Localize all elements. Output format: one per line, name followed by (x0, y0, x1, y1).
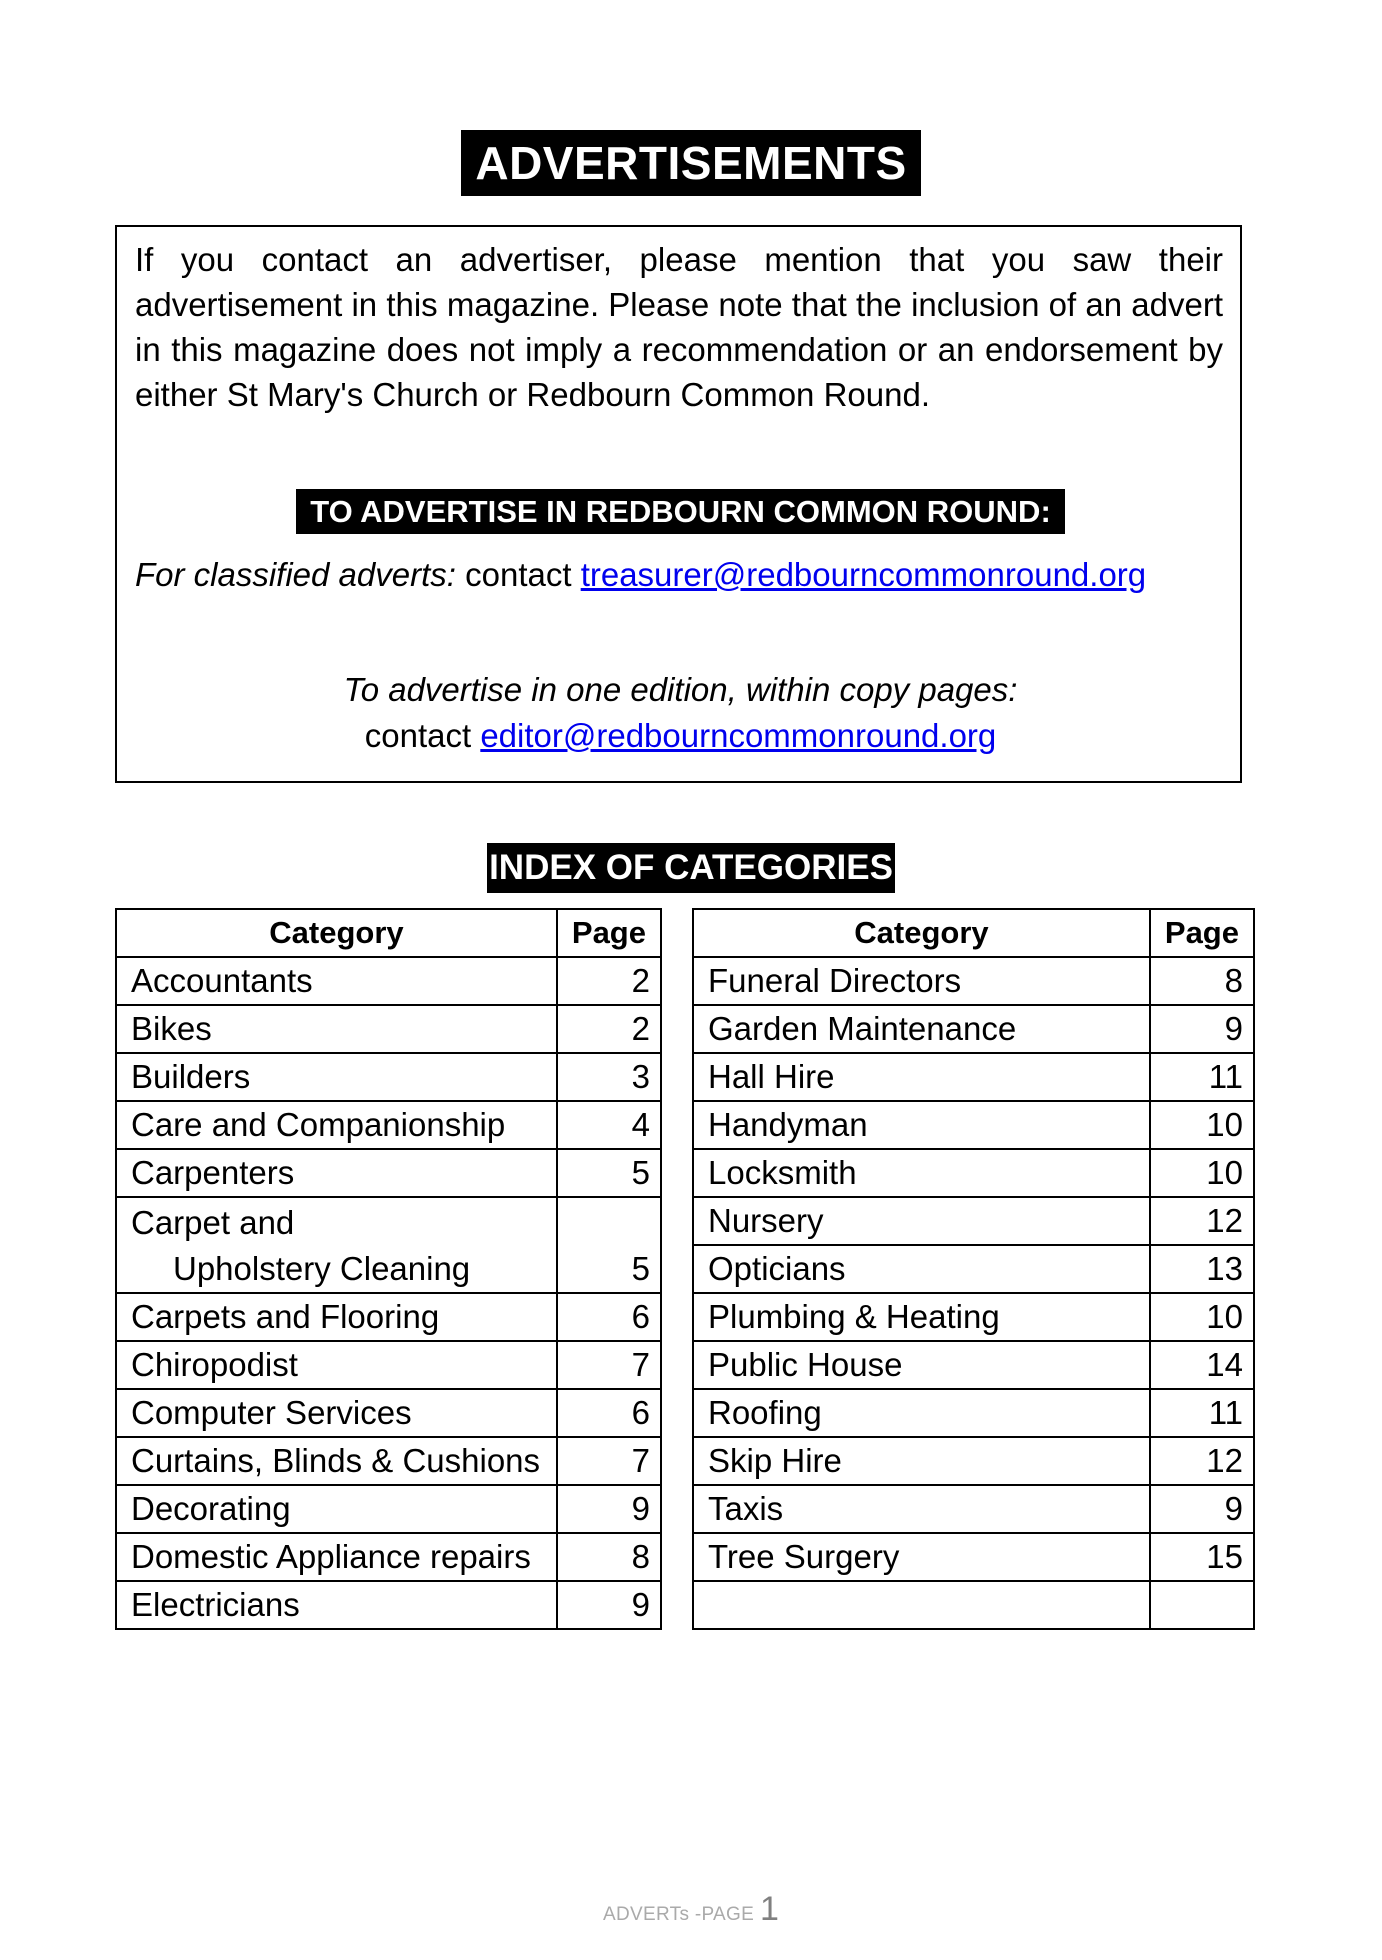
category-name: Hall Hire (708, 1058, 835, 1095)
category-name: Taxis (708, 1490, 784, 1527)
category-name: Opticians (708, 1250, 846, 1287)
category-name: Accountants (131, 962, 313, 999)
table-row (693, 1197, 1254, 1245)
disclaimer-text: If you contact an advertiser, please mention that you saw their advertisement in this magazine. Please note that the inclusion of an advert in this magazine does not imply a recommendation or an endorsement by either St Mary's Church or Redbourn Common Round. (135, 241, 1223, 413)
page-number-cell: 9 (557, 1485, 661, 1533)
category-name: Plumbing & Heating (708, 1298, 1000, 1335)
category-cell (116, 1053, 557, 1101)
page-number-cell: 11 (1150, 1389, 1254, 1437)
category-cell (693, 1245, 1150, 1293)
category-name: Tree Surgery (708, 1538, 900, 1575)
category-cell (116, 1149, 557, 1197)
page-number-cell: 10 (1150, 1101, 1254, 1149)
table-row (116, 1149, 661, 1197)
table-row (116, 1485, 661, 1533)
category-name: Locksmith (708, 1154, 857, 1191)
category-cell (116, 1197, 557, 1293)
category-name: Computer Services (131, 1394, 412, 1431)
advertise-heading-wrap (117, 489, 1244, 534)
table-row (693, 1485, 1254, 1533)
table-row (693, 1389, 1254, 1437)
table-row (693, 1005, 1254, 1053)
category-cell (693, 1389, 1150, 1437)
page-number-cell: 11 (1150, 1053, 1254, 1101)
column-header-category: Category (116, 909, 557, 957)
editor-email-link[interactable]: editor@redbourncommonround.org (480, 717, 997, 754)
category-cell (693, 957, 1150, 1005)
category-cell (116, 1341, 557, 1389)
page-number-cell: 10 (1150, 1149, 1254, 1197)
classified-label: For classified adverts: (135, 556, 456, 593)
table-row (693, 1437, 1254, 1485)
table-header-row (116, 909, 661, 957)
page-number-cell: 8 (557, 1533, 661, 1581)
table-header-row (693, 909, 1254, 957)
title-wrap (0, 130, 1382, 196)
category-cell (116, 1389, 557, 1437)
page-number-cell: 14 (1150, 1341, 1254, 1389)
table-row (116, 1053, 661, 1101)
page-number-cell: 12 (1150, 1197, 1254, 1245)
table-row (116, 1437, 661, 1485)
category-cell (693, 1005, 1150, 1053)
page-number-cell: 9 (1150, 1005, 1254, 1053)
category-name: Electricians (131, 1586, 300, 1623)
edition-adverts-block (117, 667, 1244, 759)
category-cell (693, 1485, 1150, 1533)
table-row (116, 1581, 661, 1629)
category-cell (693, 1101, 1150, 1149)
table-row (116, 1533, 661, 1581)
index-title: INDEX OF CATEGORIES (487, 843, 895, 893)
page-number-cell: 2 (557, 1005, 661, 1053)
page-number-cell: 3 (557, 1053, 661, 1101)
category-cell (116, 1005, 557, 1053)
index-title-wrap (0, 843, 1382, 893)
category-cell (693, 1581, 1150, 1629)
category-name-line2: Upholstery Cleaning (173, 1250, 471, 1287)
footer-label: ADVERTs -PAGE (603, 1904, 755, 1925)
page-number-cell: 12 (1150, 1437, 1254, 1485)
table-row (693, 1101, 1254, 1149)
column-header-page: Page (1150, 909, 1254, 957)
category-name: Care and Companionship (131, 1106, 506, 1143)
table-row (116, 1389, 661, 1437)
page-number-cell: 5 (557, 1197, 661, 1293)
category-cell (116, 1101, 557, 1149)
category-name: Handyman (708, 1106, 868, 1143)
table-row (693, 1533, 1254, 1581)
footer-page-number: 1 (760, 1890, 779, 1928)
category-cell (693, 1437, 1150, 1485)
column-header-category: Category (693, 909, 1150, 957)
category-name: Carpenters (131, 1154, 295, 1191)
classified-adverts-line (135, 552, 1146, 597)
category-name: Bikes (131, 1010, 212, 1047)
category-cell (693, 1053, 1150, 1101)
category-cell (116, 1533, 557, 1581)
category-name: Public House (708, 1346, 903, 1383)
table-row (693, 1245, 1254, 1293)
category-cell (116, 957, 557, 1005)
table-row (116, 1293, 661, 1341)
page-number-cell: 2 (557, 957, 661, 1005)
category-name-line1: Carpet and (131, 1204, 295, 1241)
category-name: Funeral Directors (708, 962, 962, 999)
category-index-table-left (115, 908, 662, 1630)
treasurer-email-link[interactable]: treasurer@redbourncommonround.org (580, 556, 1147, 593)
page-number-cell: 13 (1150, 1245, 1254, 1293)
page-number-cell: 5 (557, 1149, 661, 1197)
category-name: Skip Hire (708, 1442, 842, 1479)
page-number-cell: 8 (1150, 957, 1254, 1005)
notice-box (115, 225, 1242, 783)
table-row (116, 1341, 661, 1389)
category-cell (116, 1581, 557, 1629)
table-row (693, 1053, 1254, 1101)
category-cell (693, 1341, 1150, 1389)
table-row (116, 1005, 661, 1053)
page-number-cell: 4 (557, 1101, 661, 1149)
category-name: Decorating (131, 1490, 291, 1527)
category-cell (116, 1437, 557, 1485)
page-number-cell: 6 (557, 1389, 661, 1437)
table-row (116, 1197, 661, 1293)
category-cell (693, 1197, 1150, 1245)
advertise-heading: TO ADVERTISE IN REDBOURN COMMON ROUND: (296, 489, 1065, 534)
edition-label: To advertise in one edition, within copy pages: (343, 671, 1018, 708)
table-row (693, 1293, 1254, 1341)
category-cell (693, 1293, 1150, 1341)
column-header-page: Page (557, 909, 661, 957)
category-name: Builders (131, 1058, 251, 1095)
page-number-cell (1150, 1581, 1254, 1629)
category-name: Domestic Appliance repairs (131, 1538, 531, 1575)
table-row (693, 1341, 1254, 1389)
page-number-cell: 7 (557, 1341, 661, 1389)
category-name: Nursery (708, 1202, 824, 1239)
category-name: Carpets and Flooring (131, 1298, 440, 1335)
table-row (116, 1101, 661, 1149)
category-index-table-right (692, 908, 1255, 1630)
category-cell (693, 1533, 1150, 1581)
page-number-cell: 6 (557, 1293, 661, 1341)
table-row (693, 957, 1254, 1005)
category-name: Curtains, Blinds & Cushions (131, 1442, 541, 1479)
category-name: Chiropodist (131, 1346, 298, 1383)
category-name-wrap (131, 1198, 542, 1292)
page-title: ADVERTISEMENTS (461, 130, 920, 196)
page-number-cell: 10 (1150, 1293, 1254, 1341)
category-cell (116, 1293, 557, 1341)
page-footer (0, 1890, 1382, 1929)
page-number-cell: 7 (557, 1437, 661, 1485)
category-cell (116, 1485, 557, 1533)
page-number-cell: 15 (1150, 1533, 1254, 1581)
classified-contact-word: contact (455, 556, 581, 593)
page-number-cell: 9 (1150, 1485, 1254, 1533)
category-name: Garden Maintenance (708, 1010, 1017, 1047)
category-name: Roofing (708, 1394, 822, 1431)
edition-contact-word: contact (364, 717, 481, 754)
table-row (116, 957, 661, 1005)
category-cell (693, 1149, 1150, 1197)
table-row (693, 1581, 1254, 1629)
table-row (693, 1149, 1254, 1197)
page-number-cell: 9 (557, 1581, 661, 1629)
